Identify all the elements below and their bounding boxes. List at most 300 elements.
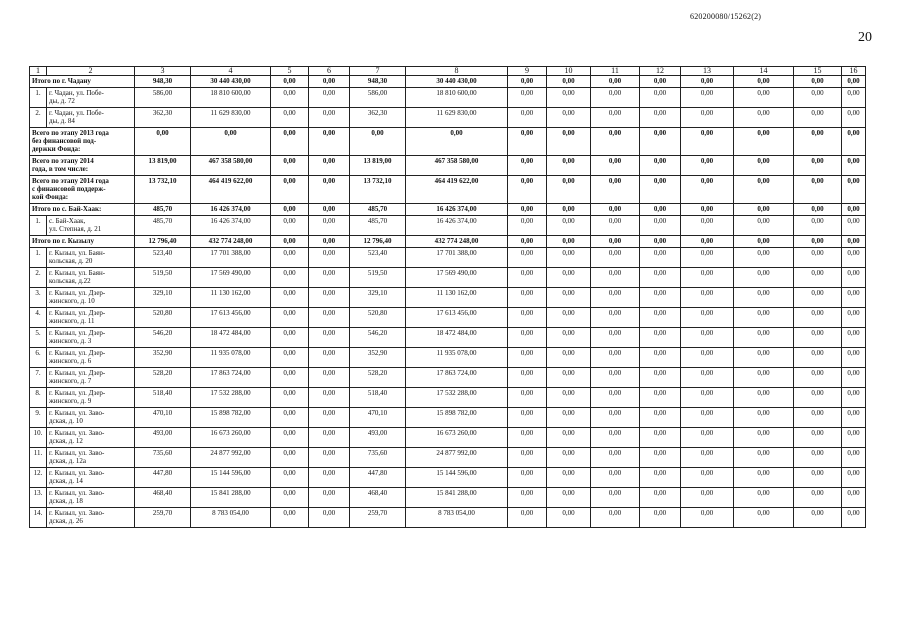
row-address: г. Кызыл, ул. Дзер- жинского, д. 11: [47, 308, 135, 328]
table-cell: 0,00: [681, 368, 734, 388]
column-header: 14: [734, 67, 794, 76]
table-cell: 0,00: [508, 268, 547, 288]
table-cell: 0,00: [640, 428, 681, 448]
table-cell: 17 532 288,00: [191, 388, 271, 408]
table-cell: 0,00: [547, 156, 591, 176]
table-cell: 13 819,00: [350, 156, 406, 176]
table-cell: 0,00: [508, 368, 547, 388]
table-cell: 17 569 490,00: [191, 268, 271, 288]
table-cell: 0,00: [794, 176, 842, 204]
table-cell: 0,00: [681, 176, 734, 204]
table-cell: 0,00: [547, 288, 591, 308]
table-cell: 0,00: [508, 328, 547, 348]
table-cell: 0,00: [508, 76, 547, 88]
table-cell: 0,00: [508, 128, 547, 156]
table-cell: 0,00: [547, 128, 591, 156]
column-header: 9: [508, 67, 547, 76]
table-cell: 0,00: [734, 156, 794, 176]
table-cell: 0,00: [842, 268, 866, 288]
table-cell: 0,00: [640, 236, 681, 248]
table-cell: 0,00: [842, 88, 866, 108]
table-cell: 0,00: [681, 468, 734, 488]
table-cell: 470,10: [350, 408, 406, 428]
table-cell: 0,00: [681, 128, 734, 156]
table-cell: 0,00: [309, 328, 350, 348]
table-cell: 0,00: [734, 488, 794, 508]
table-cell: 0,00: [794, 156, 842, 176]
table-cell: 15 898 782,00: [406, 408, 508, 428]
table-cell: 0,00: [640, 268, 681, 288]
table-cell: 0,00: [734, 428, 794, 448]
table-cell: 0,00: [508, 108, 547, 128]
table-cell: 0,00: [591, 76, 640, 88]
table-row: [30, 508, 866, 528]
table-cell: 18 472 484,00: [191, 328, 271, 348]
table-cell: 0,00: [842, 428, 866, 448]
table-cell: 0,00: [591, 428, 640, 448]
table-cell: 0,00: [547, 408, 591, 428]
table-cell: 0,00: [309, 108, 350, 128]
table-cell: 0,00: [547, 468, 591, 488]
table-cell: 0,00: [794, 216, 842, 236]
table-cell: 0,00: [309, 128, 350, 156]
table-cell: 0,00: [547, 388, 591, 408]
table-cell: 0,00: [271, 248, 309, 268]
table-cell: 0,00: [681, 204, 734, 216]
table-cell: 0,00: [591, 308, 640, 328]
document-number: 620200080/15262(2): [690, 12, 762, 21]
table-total-row: [30, 236, 866, 248]
table-cell: 520,80: [350, 308, 406, 328]
row-address: с. Бай-Хаак, ул. Степная, д. 21: [47, 216, 135, 236]
table-cell: 352,90: [350, 348, 406, 368]
table-cell: 0,00: [794, 448, 842, 468]
table-cell: 0,00: [681, 428, 734, 448]
table-cell: 0,00: [734, 88, 794, 108]
row-label: Итого по г. Чадану: [30, 76, 135, 88]
table-cell: 0,00: [794, 488, 842, 508]
table-cell: 0,00: [547, 328, 591, 348]
table-cell: 0,00: [591, 156, 640, 176]
row-label: Итого по с. Бай-Хаак:: [30, 204, 135, 216]
row-label: Всего по этапу 2014 года с финансовой поддерж- кой Фонда:: [30, 176, 135, 204]
table-cell: 0,00: [271, 308, 309, 328]
table-cell: 0,00: [640, 508, 681, 528]
row-address: г. Кызыл, ул. Заво- дская, д. 18: [47, 488, 135, 508]
table-cell: 12 796,40: [350, 236, 406, 248]
table-cell: 13 732,10: [135, 176, 191, 204]
table-cell: 0,00: [591, 128, 640, 156]
table-cell: 0,00: [842, 468, 866, 488]
table-cell: 0,00: [547, 76, 591, 88]
table-cell: 0,00: [681, 348, 734, 368]
table-cell: 11 629 830,00: [191, 108, 271, 128]
table-cell: 528,20: [350, 368, 406, 388]
table-cell: 0,00: [508, 448, 547, 468]
table-cell: 468,40: [135, 488, 191, 508]
table-cell: 0,00: [734, 236, 794, 248]
table-cell: 0,00: [508, 428, 547, 448]
table-cell: 0,00: [842, 348, 866, 368]
table-cell: 0,00: [271, 204, 309, 216]
table-cell: 0,00: [591, 268, 640, 288]
table-cell: 0,00: [309, 156, 350, 176]
row-number: 2.: [30, 108, 47, 128]
table-row: [30, 268, 866, 288]
table-cell: 0,00: [842, 368, 866, 388]
table-cell: 0,00: [681, 488, 734, 508]
table-cell: 0,00: [547, 236, 591, 248]
table-cell: 0,00: [309, 76, 350, 88]
table-cell: 0,00: [734, 368, 794, 388]
row-address: г. Кызыл, ул. Заво- дская, д. 10: [47, 408, 135, 428]
table-cell: 17 863 724,00: [406, 368, 508, 388]
table-cell: 0,00: [309, 288, 350, 308]
table-cell: 8 783 054,00: [191, 508, 271, 528]
table-cell: 0,00: [681, 76, 734, 88]
table-cell: 0,00: [681, 508, 734, 528]
table-cell: 0,00: [640, 388, 681, 408]
row-address: г. Кызыл, ул. Заво- дская, д. 12а: [47, 448, 135, 468]
table-cell: 0,00: [547, 348, 591, 368]
table-cell: 0,00: [681, 408, 734, 428]
table-cell: 0,00: [842, 204, 866, 216]
table-cell: 0,00: [591, 176, 640, 204]
table-cell: 485,70: [135, 216, 191, 236]
table-cell: 0,00: [640, 176, 681, 204]
table-cell: 0,00: [842, 328, 866, 348]
row-number: 2.: [30, 268, 47, 288]
table-total-row: [30, 156, 866, 176]
table-cell: 447,80: [350, 468, 406, 488]
table-cell: 0,00: [508, 248, 547, 268]
table-cell: 0,00: [681, 388, 734, 408]
table-cell: 546,20: [350, 328, 406, 348]
table-cell: 518,40: [350, 388, 406, 408]
table-cell: 0,00: [794, 468, 842, 488]
table-cell: 0,00: [640, 156, 681, 176]
table-row: [30, 328, 866, 348]
row-number: 4.: [30, 308, 47, 328]
table-cell: 0,00: [591, 488, 640, 508]
row-address: г. Кызыл, ул. Дзер- жинского, д. 9: [47, 388, 135, 408]
table-cell: 0,00: [271, 328, 309, 348]
table-cell: 735,60: [135, 448, 191, 468]
table-cell: 0,00: [734, 348, 794, 368]
table-cell: 362,30: [135, 108, 191, 128]
table-cell: 329,10: [135, 288, 191, 308]
table-cell: 259,70: [350, 508, 406, 528]
table-row: [30, 248, 866, 268]
table-cell: 0,00: [734, 388, 794, 408]
table-cell: 15 841 288,00: [191, 488, 271, 508]
column-header: 11: [591, 67, 640, 76]
table-cell: 0,00: [842, 508, 866, 528]
table-cell: 485,70: [350, 204, 406, 216]
table-cell: 0,00: [547, 176, 591, 204]
column-header: 4: [191, 67, 271, 76]
table-cell: 520,80: [135, 308, 191, 328]
table-total-row: [30, 204, 866, 216]
row-number: 5.: [30, 328, 47, 348]
table-cell: 16 673 260,00: [191, 428, 271, 448]
table-cell: 11 130 162,00: [191, 288, 271, 308]
table-cell: 0,00: [591, 288, 640, 308]
table-cell: 0,00: [734, 328, 794, 348]
table-cell: 0,00: [640, 328, 681, 348]
row-address: г. Кызыл, ул. Заво- дская, д. 12: [47, 428, 135, 448]
row-label: Итого по г. Кызылу: [30, 236, 135, 248]
table-cell: 470,10: [135, 408, 191, 428]
table-cell: 0,00: [309, 428, 350, 448]
table-cell: 0,00: [547, 308, 591, 328]
table-row: [30, 468, 866, 488]
table-cell: 0,00: [508, 288, 547, 308]
table-cell: 0,00: [734, 76, 794, 88]
table-cell: 0,00: [309, 308, 350, 328]
table-cell: 0,00: [271, 156, 309, 176]
table-cell: 0,00: [734, 288, 794, 308]
table-cell: 0,00: [309, 204, 350, 216]
table-total-row: [30, 128, 866, 156]
table-cell: 0,00: [271, 108, 309, 128]
row-address: г. Чадан, ул. Побе- ды, д. 72: [47, 88, 135, 108]
table-cell: 0,00: [681, 248, 734, 268]
table-cell: 0,00: [640, 216, 681, 236]
table-cell: 0,00: [794, 508, 842, 528]
table-cell: 0,00: [271, 268, 309, 288]
table-cell: 447,80: [135, 468, 191, 488]
table-cell: 0,00: [309, 448, 350, 468]
row-address: г. Кызыл, ул. Баян- кольская, д.22: [47, 268, 135, 288]
row-number: 1.: [30, 88, 47, 108]
table-cell: 586,00: [135, 88, 191, 108]
table-cell: 0,00: [591, 388, 640, 408]
table-cell: 0,00: [309, 468, 350, 488]
table-cell: 0,00: [309, 88, 350, 108]
row-number: 9.: [30, 408, 47, 428]
row-number: 11.: [30, 448, 47, 468]
row-number: 3.: [30, 288, 47, 308]
table-cell: 0,00: [681, 308, 734, 328]
table-cell: 0,00: [271, 76, 309, 88]
table-cell: 0,00: [681, 108, 734, 128]
table-cell: 0,00: [681, 236, 734, 248]
table-cell: 0,00: [734, 204, 794, 216]
table-cell: 467 358 580,00: [191, 156, 271, 176]
table-cell: 432 774 248,00: [191, 236, 271, 248]
table-cell: 30 440 430,00: [191, 76, 271, 88]
row-number: 7.: [30, 368, 47, 388]
column-header: 8: [406, 67, 508, 76]
table-cell: 464 419 622,00: [406, 176, 508, 204]
table-cell: 0,00: [591, 328, 640, 348]
table-cell: 17 701 388,00: [191, 248, 271, 268]
table-cell: 30 440 430,00: [406, 76, 508, 88]
table-cell: 0,00: [309, 216, 350, 236]
table-cell: 0,00: [842, 128, 866, 156]
table-cell: 0,00: [271, 128, 309, 156]
table-cell: 0,00: [508, 348, 547, 368]
table-cell: 0,00: [271, 408, 309, 428]
table-cell: 0,00: [508, 176, 547, 204]
table-cell: 0,00: [640, 448, 681, 468]
table-cell: 0,00: [271, 288, 309, 308]
table-cell: 0,00: [640, 488, 681, 508]
table-cell: 0,00: [842, 388, 866, 408]
table-cell: 0,00: [794, 348, 842, 368]
table-cell: 0,00: [734, 308, 794, 328]
table-cell: 0,00: [547, 216, 591, 236]
row-address: г. Кызыл, ул. Заво- дская, д. 26: [47, 508, 135, 528]
table-cell: 0,00: [842, 76, 866, 88]
table-cell: 18 810 600,00: [406, 88, 508, 108]
table-cell: 0,00: [271, 348, 309, 368]
table-cell: 0,00: [640, 288, 681, 308]
table-cell: 15 144 596,00: [406, 468, 508, 488]
table-cell: 0,00: [547, 488, 591, 508]
table-cell: 0,00: [191, 128, 271, 156]
table-cell: 0,00: [842, 448, 866, 468]
row-number: 14.: [30, 508, 47, 528]
table-cell: 0,00: [842, 248, 866, 268]
table-cell: 0,00: [508, 88, 547, 108]
table-cell: 0,00: [271, 428, 309, 448]
table-cell: 0,00: [508, 204, 547, 216]
table-cell: 0,00: [640, 204, 681, 216]
page-number: 20: [858, 30, 872, 45]
table-cell: 0,00: [591, 508, 640, 528]
table-cell: 16 426 374,00: [191, 216, 271, 236]
table-cell: 16 426 374,00: [406, 216, 508, 236]
table-cell: 13 732,10: [350, 176, 406, 204]
table-cell: 0,00: [794, 428, 842, 448]
table-cell: 0,00: [271, 488, 309, 508]
table-row: [30, 288, 866, 308]
column-header: 1: [30, 67, 47, 76]
table-header-row: [30, 67, 866, 76]
table-cell: 0,00: [271, 388, 309, 408]
table-cell: 0,00: [309, 368, 350, 388]
table-cell: 0,00: [309, 488, 350, 508]
table-cell: 0,00: [591, 348, 640, 368]
table-cell: 11 629 830,00: [406, 108, 508, 128]
table-cell: 467 358 580,00: [406, 156, 508, 176]
table-cell: 0,00: [309, 176, 350, 204]
table-cell: 523,40: [135, 248, 191, 268]
column-header: 3: [135, 67, 191, 76]
row-address: г. Кызыл, ул. Дзер- жинского, д. 6: [47, 348, 135, 368]
table-cell: 0,00: [842, 408, 866, 428]
table-cell: 0,00: [309, 408, 350, 428]
column-header: 15: [794, 67, 842, 76]
row-number: 6.: [30, 348, 47, 368]
table-cell: 519,50: [350, 268, 406, 288]
table-cell: 15 841 288,00: [406, 488, 508, 508]
table-cell: 0,00: [640, 248, 681, 268]
table-cell: 0,00: [547, 108, 591, 128]
table-cell: 24 877 992,00: [191, 448, 271, 468]
table-cell: 15 898 782,00: [191, 408, 271, 428]
column-header: 12: [640, 67, 681, 76]
table-cell: 0,00: [842, 156, 866, 176]
table-cell: 0,00: [842, 288, 866, 308]
column-header: 2: [47, 67, 135, 76]
table-cell: 16 673 260,00: [406, 428, 508, 448]
table-cell: 0,00: [794, 236, 842, 248]
table-cell: 0,00: [547, 248, 591, 268]
table-row: [30, 428, 866, 448]
row-number: 13.: [30, 488, 47, 508]
table-cell: 0,00: [794, 204, 842, 216]
table-cell: 0,00: [640, 408, 681, 428]
table-cell: 0,00: [640, 348, 681, 368]
table-cell: 16 426 374,00: [406, 204, 508, 216]
table-cell: 0,00: [508, 468, 547, 488]
table-cell: 0,00: [681, 448, 734, 468]
table-cell: 17 569 490,00: [406, 268, 508, 288]
table-cell: 0,00: [406, 128, 508, 156]
table-cell: 0,00: [508, 216, 547, 236]
row-address: г. Кызыл, ул. Дзер- жинского, д. 7: [47, 368, 135, 388]
table-cell: 0,00: [591, 448, 640, 468]
table-cell: 0,00: [547, 428, 591, 448]
table-cell: 13 819,00: [135, 156, 191, 176]
row-address: г. Кызыл, ул. Дзер- жинского, д. 3: [47, 328, 135, 348]
table-cell: 0,00: [309, 348, 350, 368]
table-cell: 432 774 248,00: [406, 236, 508, 248]
table-cell: 0,00: [135, 128, 191, 156]
table-cell: 0,00: [591, 108, 640, 128]
table-cell: 546,20: [135, 328, 191, 348]
table-cell: 735,60: [350, 448, 406, 468]
table-cell: 0,00: [794, 408, 842, 428]
table-cell: 0,00: [842, 488, 866, 508]
table-cell: 0,00: [309, 388, 350, 408]
row-address: г. Кызыл, ул. Баян- кольская, д. 20: [47, 248, 135, 268]
table-cell: 17 863 724,00: [191, 368, 271, 388]
table-cell: 0,00: [794, 308, 842, 328]
table-cell: 0,00: [591, 408, 640, 428]
table-cell: 0,00: [734, 128, 794, 156]
table-cell: 0,00: [640, 88, 681, 108]
table-cell: 0,00: [508, 236, 547, 248]
table-row: [30, 308, 866, 328]
table-cell: 17 613 456,00: [191, 308, 271, 328]
table-cell: 17 532 288,00: [406, 388, 508, 408]
table-row: [30, 488, 866, 508]
table-cell: 0,00: [681, 156, 734, 176]
table-cell: 0,00: [271, 216, 309, 236]
column-header: 13: [681, 67, 734, 76]
column-header: 7: [350, 67, 406, 76]
table-cell: 0,00: [734, 248, 794, 268]
table-cell: 0,00: [640, 76, 681, 88]
table-cell: 0,00: [794, 388, 842, 408]
table-cell: 259,70: [135, 508, 191, 528]
table-cell: 0,00: [734, 448, 794, 468]
table-cell: 0,00: [842, 176, 866, 204]
table-cell: 0,00: [794, 128, 842, 156]
table-cell: 362,30: [350, 108, 406, 128]
table-cell: 24 877 992,00: [406, 448, 508, 468]
row-number: 12.: [30, 468, 47, 488]
table-cell: 0,00: [794, 248, 842, 268]
table-cell: 0,00: [591, 216, 640, 236]
table-cell: 0,00: [309, 508, 350, 528]
table-cell: 0,00: [794, 88, 842, 108]
table-cell: 0,00: [591, 248, 640, 268]
